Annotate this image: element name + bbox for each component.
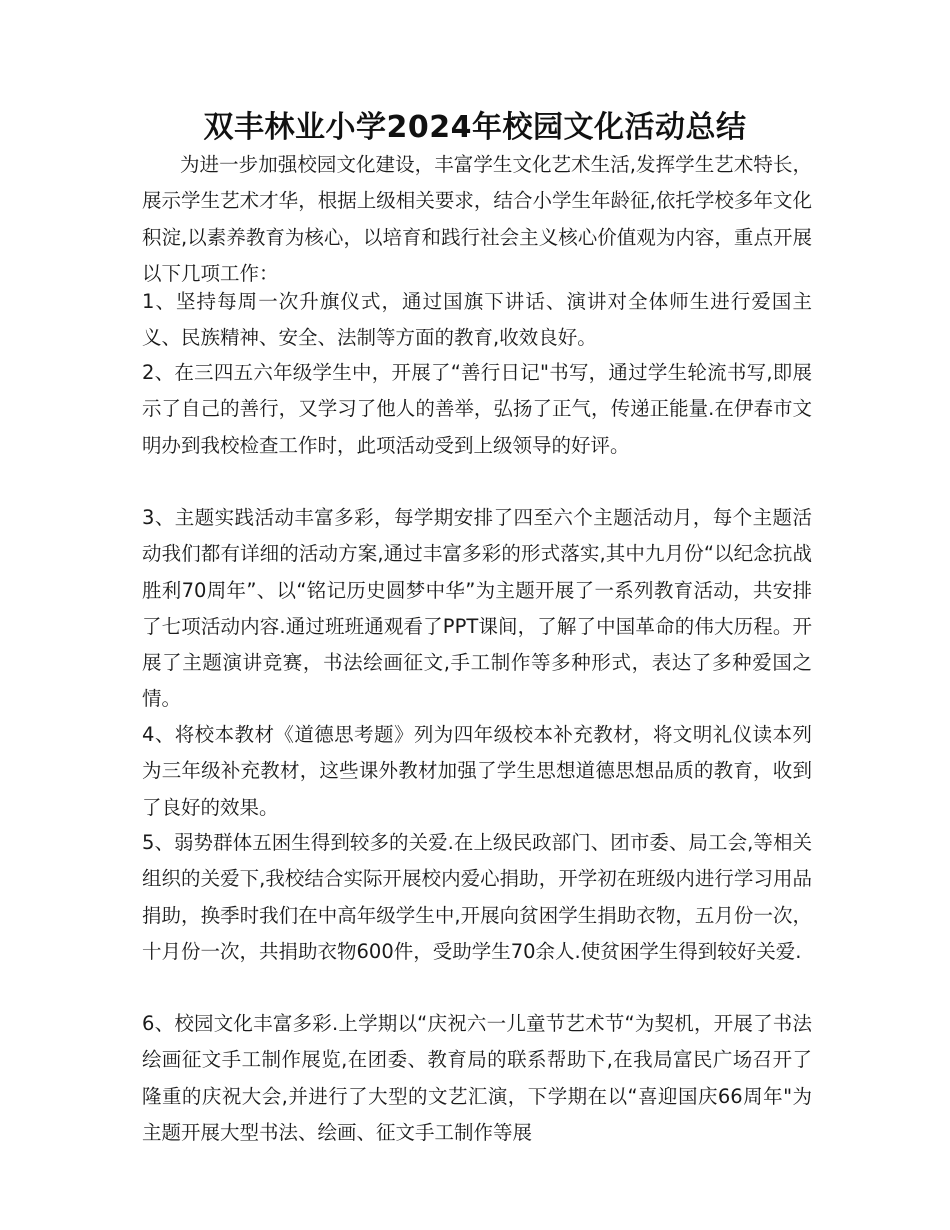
item-paragraph-1: 1、坚持每周一次升旗仪式，通过国旗下讲话、演讲对全体师生进行爱国主义、民族精神、安全、法制等方面的教育,收效良好。 [142, 290, 812, 350]
item-paragraph-6: 6、校园文化丰富多彩.上学期以“庆祝六一儿童节艺术节“为契机，开展了书法绘画征文手工制作展览,在团委、教育局的联系帮助下,在我局富民广场召开了隆重的庆祝大会,并进行了大型的文艺汇演，下学期在以“喜迎国庆66周年"为主题开展大型书法、绘画、征文手工制作等展 [142, 1012, 812, 1144]
item-paragraph-2: 2、在三四五六年级学生中，开展了“善行日记"书写，通过学生轮流书写,即展示了自己的善行，又学习了他人的善举，弘扬了正气，传递正能量.在伊春市文明办到我校检查工作时，此项活动受到上级领导的好评。 [142, 361, 812, 457]
item-paragraph-3: 3、主题实践活动丰富多彩，每学期安排了四至六个主题活动月，每个主题活动我们都有详细的活动方案,通过丰富多彩的形式落实,其中九月份“以纪念抗战胜利70周年”、以“铭记历史圆梦中华”为主题开展了一系列教育活动，共安排了七项活动内容.通过班班通观看了PPT课间，了解了中国革命的伟大历程。开展了主题演讲竞赛，书法绘画征文,手工制作等多种形式，表达了多种爱国之情。 [142, 506, 812, 711]
intro-paragraph: 为进一步加强校园文化建设，丰富学生文化艺术生活,发挥学生艺术特长，展示学生艺术才华，根据上级相关要求，结合小学生年龄征,依托学校多年文化积淀,以素养教育为核心，以培育和践行社会主义核心价值观为内容，重点开展以下几项工作： [142, 153, 812, 285]
document-title: 双丰林业小学2024年校园文化活动总结 [203, 110, 747, 145]
item-paragraph-5: 5、弱势群体五困生得到较多的关爱.在上级民政部门、团市委、局工会,等相关组织的关爱下,我校结合实际开展校内爱心捐助，开学初在班级内进行学习用品捐助，换季时我们在中高年级学生中,开展向贫困学生捐助衣物，五月份一次，十月份一次，共捐助衣物600件，受助学生70余人.使贫困学生得到较好关爱. [142, 831, 812, 963]
item-paragraph-4: 4、将校本教材《道德思考题》列为四年级校本补充教材，将文明礼仪读本列为三年级补充教材，这些课外教材加强了学生思想道德思想品质的教育，收到了良好的效果。 [142, 723, 812, 819]
